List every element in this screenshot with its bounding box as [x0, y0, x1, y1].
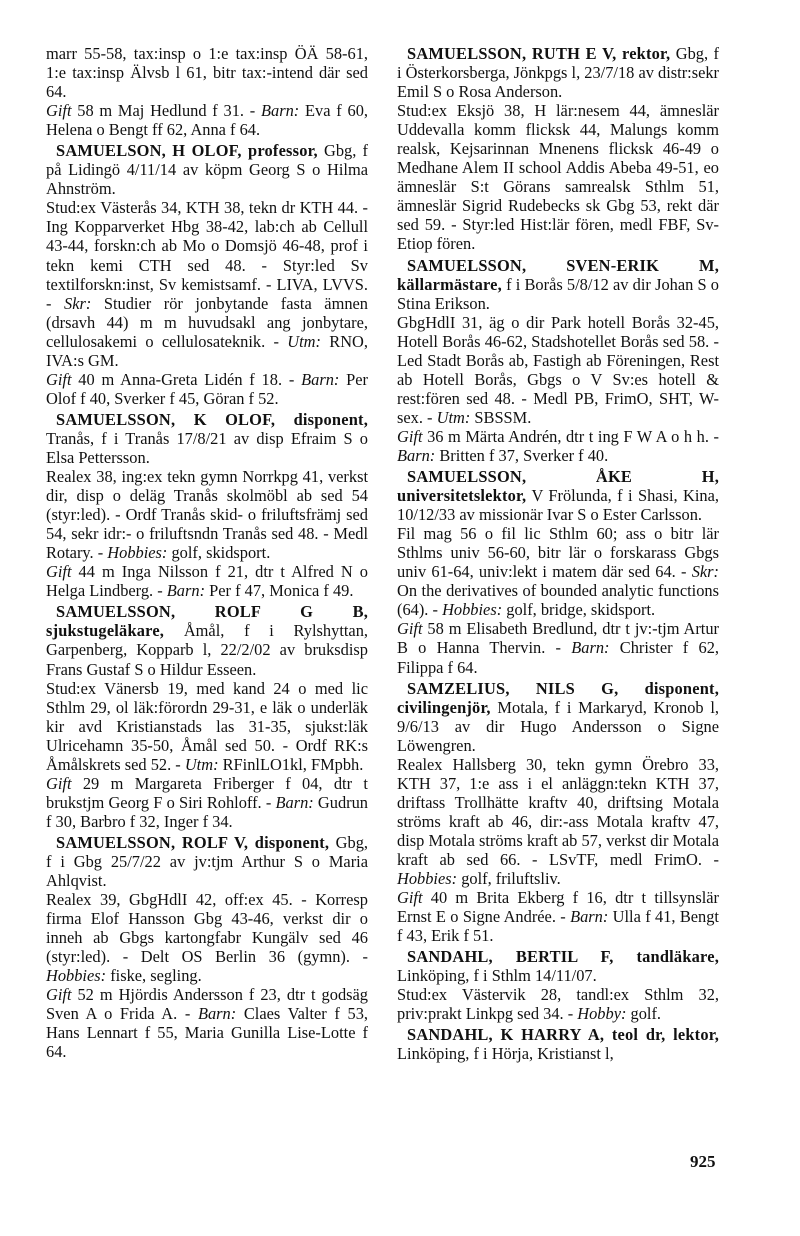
entry-family: Gift 52 m Hjördis Andersson f 23, dtr t godsäg Sven A o Frida A. - Barn: Claes Valter f 53, Hans Lennart f 55, Maria Gunilla Lise-Lotte f 64. [46, 985, 368, 1062]
entry-family: Gift 58 m Maj Hedlund f 31. - Barn: Eva f 60, Helena o Bengt ff 62, Anna f 64. [46, 101, 368, 140]
entry-body: Stud:ex Västerås 34, KTH 38, tekn dr KTH 44. - Ing Kopparverket Hbg 38-42, lab:ch ab Cellull 43-44, forskn:ch ab Mo o Domsjö 46-48, prof i tekn kemi CTH sed 48. - Styr:led Sv textilforskn:inst, Sv kemistsamf. - LIVA, LVVS. - Skr: Studier rör jonbytande fasta ämnen (drsavh 44) m m huvudsakl ang jonbytare, cellulosakemi o cellulosateknik. - Utm: RNO, IVA:s GM. [46, 198, 368, 370]
entry-heading: SAMUELSSON, ROLF G B, sjukstugeläkare, Åmål, f i Rylshyttan, Garpenberg, Kopparb l, 22/2/02 av bruksdisp Frans Gustaf S o Hildur Esseen. [46, 602, 368, 679]
entry-body: Stud:ex Eksjö 38, H lär:nesem 44, ämneslär Uddevalla komm flicksk 44, Malungs komm realsk, Kejsarinnan Mnenens flicksk 46-49 o Medhane Alem II school Addis Abeba 49-51, eo ämneslär S:t Görans samrealsk Sthlm 51, ämneslär Sigrid Rudebecks sk Gbg 53, rekt där sed 59. - Styr:led Hist:lär fören, medl FBF, Sv-Etiop fören. [397, 101, 719, 254]
entry-body: Stud:ex Vänersb 19, med kand 24 o med lic Sthlm 29, ol läk:förordn 29-31, e läk o underläk kir avd Kristianstads las 31-35, sjukst:läk Ulricehamn 35-50, Åmål sed 50. - Ordf RK:s Åmålskrets sed 52. - Utm: RFinlLO1kl, FMpbh. [46, 678, 368, 774]
entry-name: SAMUELSSON, ROLF G B, sjukstugeläkare, [46, 602, 368, 641]
entry-heading: SANDAHL, BERTIL F, tandläkare, Linköping, f i Sthlm 14/11/07. [397, 947, 719, 986]
entry-heading: SAMUELSSON, RUTH E V, rektor, Gbg, f i Österkorsberga, Jönkpgs l, 23/7/18 av distr:sekr Emil S o Rosa Anderson. [397, 44, 720, 102]
entry-samuelsson-rolf-g-b [46, 602, 368, 831]
entry-name: SAMZELIUS, NILS G, disponent, civilingenjör, [397, 678, 719, 717]
entry-body: Fil mag 56 o fil lic Sthlm 60; ass o bitr lär Sthlms univ 56-60, bitr lär o forskarass Gbgs univ 61-64, univ:lekt i matem där sed 64. - Skr: On the derivatives of bounded analytic functions (64). - Hobbies: golf, bridge, skidsport. [397, 524, 719, 620]
left-column [46, 44, 368, 1061]
entry-family: Gift 40 m Brita Ekberg f 16, dtr t tillsynslär Ernst E o Signe Andrée. - Barn: Ulla f 41, Bengt f 43, Erik f 51. [397, 888, 719, 946]
entry-heading: SAMZELIUS, NILS G, disponent, civilingenjör, Motala, f i Markaryd, Kronob l, 9/6/13 av dir Hugo Andersson o Signe Löwengren. [397, 678, 719, 755]
entry-samuelson-h-olof [46, 141, 368, 408]
entry-heading: SAMUELSSON, SVEN-ERIK M, källarmästare, f i Borås 5/8/12 av dir Johan S o Stina Erikson. [397, 255, 719, 313]
entry-heading: SAMUELSSON, ÅKE H, universitetslektor, V Frölunda, f i Shasi, Kina, 10/12/33 av missionär Ivar S o Ester Carlsson. [397, 467, 719, 525]
entry-samuelsson-rolf-v [46, 833, 368, 1062]
entry-family: Gift 36 m Märta Andrén, dtr t ing F W A o h h. - Barn: Britten f 37, Sverker f 40. [397, 426, 719, 465]
page-number: 925 [690, 1152, 716, 1171]
entry-body: marr 55-58, tax:insp o 1:e tax:insp ÖÄ 58-61, 1:e tax:insp Älvsb l 61, bitr tax:-intend där sed 64. [46, 44, 368, 102]
entry-body: Realex Hallsberg 30, tekn gymn Örebro 33, KTH 37, 1:e ass i el anläggn:tekn KTH 37, driftass Trollhätte kraftv 40, driftsing Motala ströms kraft ab 46, dir:-ass Motala kraftv 47, disp Motala ströms kraft ab 57, verkst dir Motala kraft ab sed 66. - LSvTF, medl FrimO. - Hobbies: golf, friluftsliv. [397, 754, 719, 889]
entry-samuelsson-k-olof [46, 410, 368, 600]
entry-body: Realex 39, GbgHdlI 42, off:ex 45. - Korresp firma Elof Hansson Gbg 43-46, verkst dir o inneh ab Gbgs kartongfabr Kungälv sed 46 (styr:led). - Delt OS Berlin 36 (gymn). - Hobbies: fiske, segling. [46, 890, 368, 986]
entry-family: Gift 58 m Elisabeth Bredlund, dtr t jv:-tjm Artur B o Hanna Thervin. - Barn: Christer f 62, Filippa f 64. [397, 619, 719, 677]
entry-family: Gift 29 m Margareta Friberger f 04, dtr t brukstjm Georg F o Siri Rohloff. - Barn: Gudrun f 30, Barbro f 32, Inger f 34. [46, 773, 368, 831]
entry-heading: SANDAHL, K HARRY A, teol dr, lektor, Linköping, f i Hörja, Kristianst l, [397, 1025, 719, 1064]
entry-name: SAMUELSSON, RUTH E V, rektor, [407, 44, 671, 63]
entry-heading: SAMUELSSON, ROLF V, disponent, Gbg, f i Gbg 25/7/22 av jv:tjm Arthur S o Maria Ahlqvist. [46, 832, 368, 891]
right-column [397, 44, 719, 1063]
entry-body: Stud:ex Västervik 28, tandl:ex Sthlm 32, priv:prakt Linkpg sed 34. - Hobby: golf. [397, 985, 719, 1024]
entry-body: GbgHdlI 31, äg o dir Park hotell Borås 32-45, Hotell Borås 46-62, Stadshotellet Borås sed 58. - Led Stadt Borås ab, Fastigh ab Föreningen, Rest ab Hotell Borås, Gbgs o V Sv:es hotell & rest:fören sed 48. - Medl PB, FrimO, SHT, W-sex. - Utm: SBSSM. [397, 312, 719, 427]
entry-samuelsson-ake [397, 467, 719, 677]
entry-name: SAMUELSSON, SVEN-ERIK M, källarmästare, [397, 255, 719, 294]
entry-heading: SAMUELSSON, K OLOF, disponent, Tranås, f i Tranås 17/8/21 av disp Efraim S o Elsa Pettersson. [46, 409, 368, 467]
entry-name: SANDAHL, K HARRY A, teol dr, lektor, [407, 1025, 719, 1045]
entry-name: SANDAHL, BERTIL F, tandläkare, [407, 947, 719, 967]
entry-heading: SAMUELSON, H OLOF, professor, Gbg, f på Lidingö 4/11/14 av köpm Georg S o Hilma Ahnström. [46, 141, 368, 199]
entry-family: Gift 44 m Inga Nilsson f 21, dtr t Alfred N o Helga Lindberg. - Barn: Per f 47, Monica f 49. [46, 562, 368, 601]
entry-name: SAMUELSSON, ROLF V, disponent, [56, 832, 330, 852]
entry-body: Realex 38, ing:ex tekn gymn Norrkpg 41, verkst dir, disp o deläg Tranås skolmöbl ab sed 54 (styr:led). - Ordf Tranås skid- o friluftsfrämj sed 54, sekr idr:- o friluftsndn Tranås sed 48. - Medl Rotary. - Hobbies: golf, skidsport. [46, 467, 368, 563]
entry-name: SAMUELSSON, ÅKE H, universitetslektor, [397, 467, 719, 506]
entry-name: SAMUELSON, H OLOF, professor, [56, 141, 318, 161]
entry-sandahl-harry [397, 1025, 719, 1063]
entry-family: Gift 40 m Anna-Greta Lidén f 18. - Barn: Per Olof f 40, Sverker f 45, Göran f 52. [46, 369, 369, 408]
entry-name: SAMUELSSON, K OLOF, disponent, [56, 409, 368, 429]
entry-sandahl-bertil [397, 947, 719, 1023]
entry-samuelsson-sven-erik [397, 256, 719, 466]
entry-samuelsson-ruth [397, 44, 719, 254]
entry-samzelius-nils [397, 679, 719, 946]
entry-continued [46, 44, 368, 139]
